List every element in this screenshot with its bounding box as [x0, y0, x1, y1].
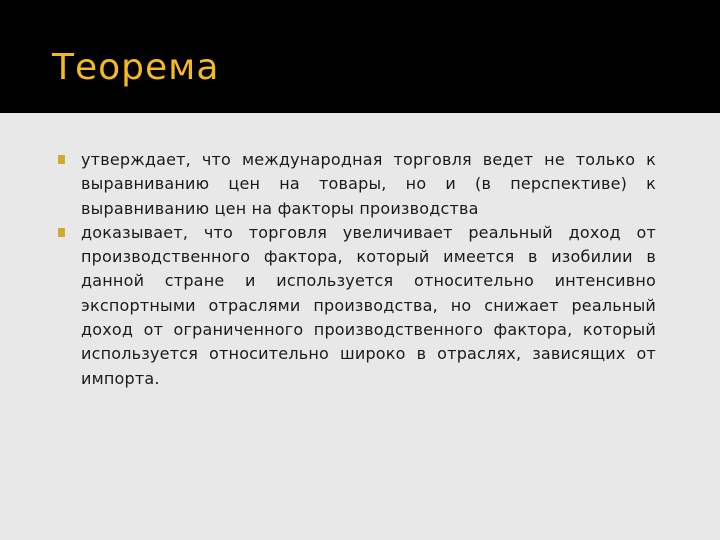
bullet-text: утверждает, что международная торговля ведет не только к выравниванию цен на товары, но и (в перспективе) к выравниванию цен на факторы производства	[81, 150, 656, 218]
slide-header-bar	[0, 0, 720, 113]
square-bullet-icon	[58, 155, 65, 164]
bullet-list	[58, 148, 656, 391]
slide-title: Теорема	[52, 47, 220, 88]
bullet-item	[58, 148, 656, 221]
bullet-item	[58, 221, 656, 391]
square-bullet-icon	[58, 228, 65, 237]
bullet-text: доказывает, что торговля увеличивает реальный доход от производственного фактора, который имеется в изобилии в данной стране и используется относительно интенсивно экспортными отраслями производства, но снижает реальный доход от ограниченного производственного фактора, который используется относительно широко в отраслях, зависящих от импорта.	[81, 222, 656, 388]
